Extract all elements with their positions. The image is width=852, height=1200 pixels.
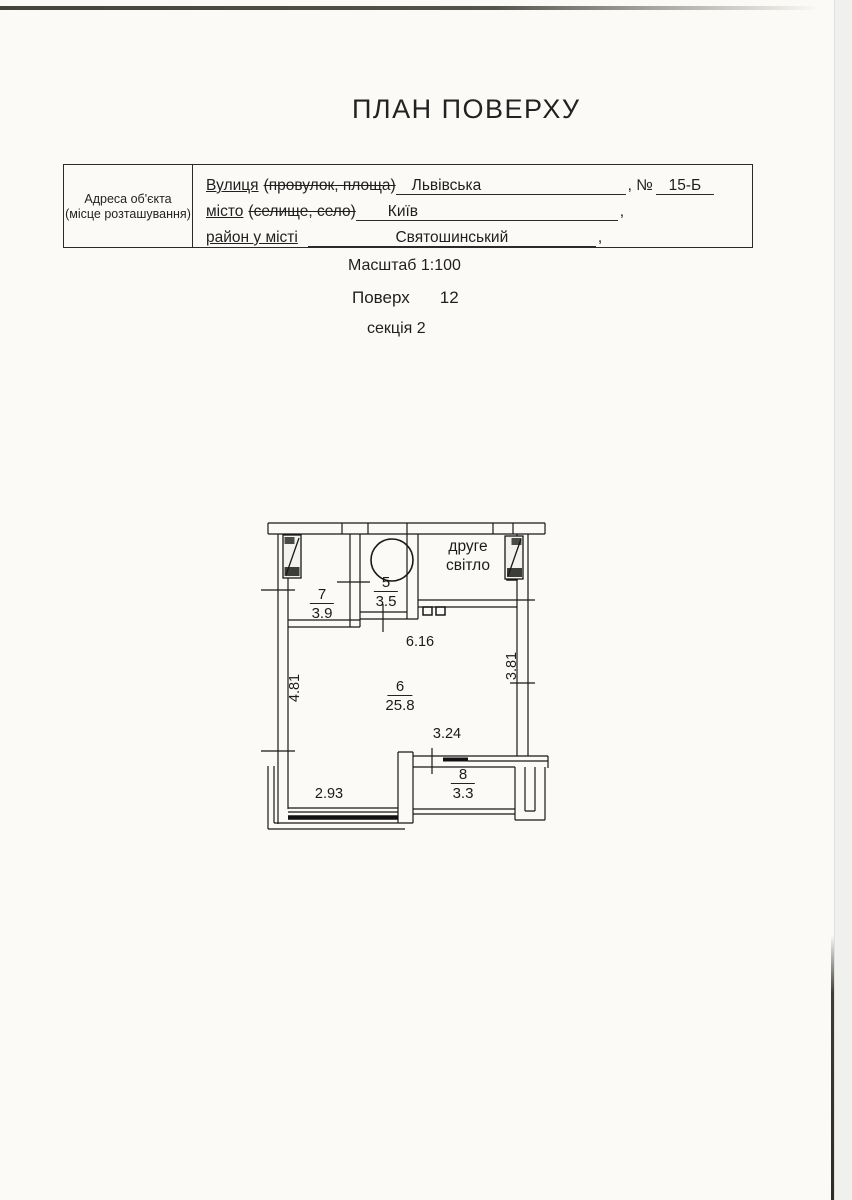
page-title: ПЛАН ПОВЕРХУ [352,94,581,124]
floor-number: 12 [439,288,459,307]
scale-line: Масштаб 1:100 [348,257,461,274]
street-number: 15-Б [656,176,714,195]
vent-shaft-icon [505,536,523,579]
address-rows [193,165,752,247]
scan-edge-right-strip [834,0,852,1200]
dimension-3-24: 3.24 [432,726,462,742]
room-5-area: 3.5 [375,593,397,610]
street-value: Львівська [396,176,626,195]
second-light-label [446,537,490,575]
district-value: Святошинський [308,228,596,247]
street-after: , № [627,177,653,194]
dimension-4-81: 4.81 [287,673,303,703]
room-7-area: 3.9 [311,605,333,622]
room-8-area: 3.3 [452,785,474,802]
room-label-6 [385,678,414,714]
room-label-5 [374,574,398,610]
district-label: район у місті [206,229,298,246]
room-5-number: 5 [374,574,398,592]
address-table [63,164,753,248]
plumbing-riser-icon [423,571,517,615]
street-label: Вулиця [206,177,259,194]
address-label-cell [64,165,193,247]
city-label: місто [206,203,244,220]
dimension-2-93: 2.93 [314,786,344,802]
city-after: , [619,203,625,220]
city-struck: (селище, село) [248,203,356,220]
address-label-line1: Адреса об'єкта [84,192,172,206]
dimension-6-16: 6.16 [405,634,435,650]
room-7-number: 7 [310,586,334,604]
section-line: секція 2 [367,320,426,337]
address-row-city [206,202,752,228]
district-after: , [597,229,603,246]
vent-shaft-icon [283,535,301,578]
room-label-7 [310,586,334,622]
scan-edge-top [0,6,820,10]
floor-plan [255,508,555,843]
address-row-district [206,228,752,254]
floor-line [352,288,459,308]
room-6-number: 6 [388,678,412,696]
scan-edge-right-line [831,935,834,1200]
dimension-3-81: 3.81 [504,651,520,681]
address-row-street [206,176,752,202]
address-label-line2: (місце розташування) [65,207,191,221]
second-light-line2: світло [445,557,491,574]
city-value: Київ [356,202,618,221]
floor-label: Поверх [352,288,410,307]
room-8-number: 8 [451,766,475,784]
street-struck: (провулок, площа) [263,177,396,194]
room-label-8 [451,766,475,802]
room-6-area: 25.8 [385,697,415,714]
second-light-line1: друге [448,538,488,555]
